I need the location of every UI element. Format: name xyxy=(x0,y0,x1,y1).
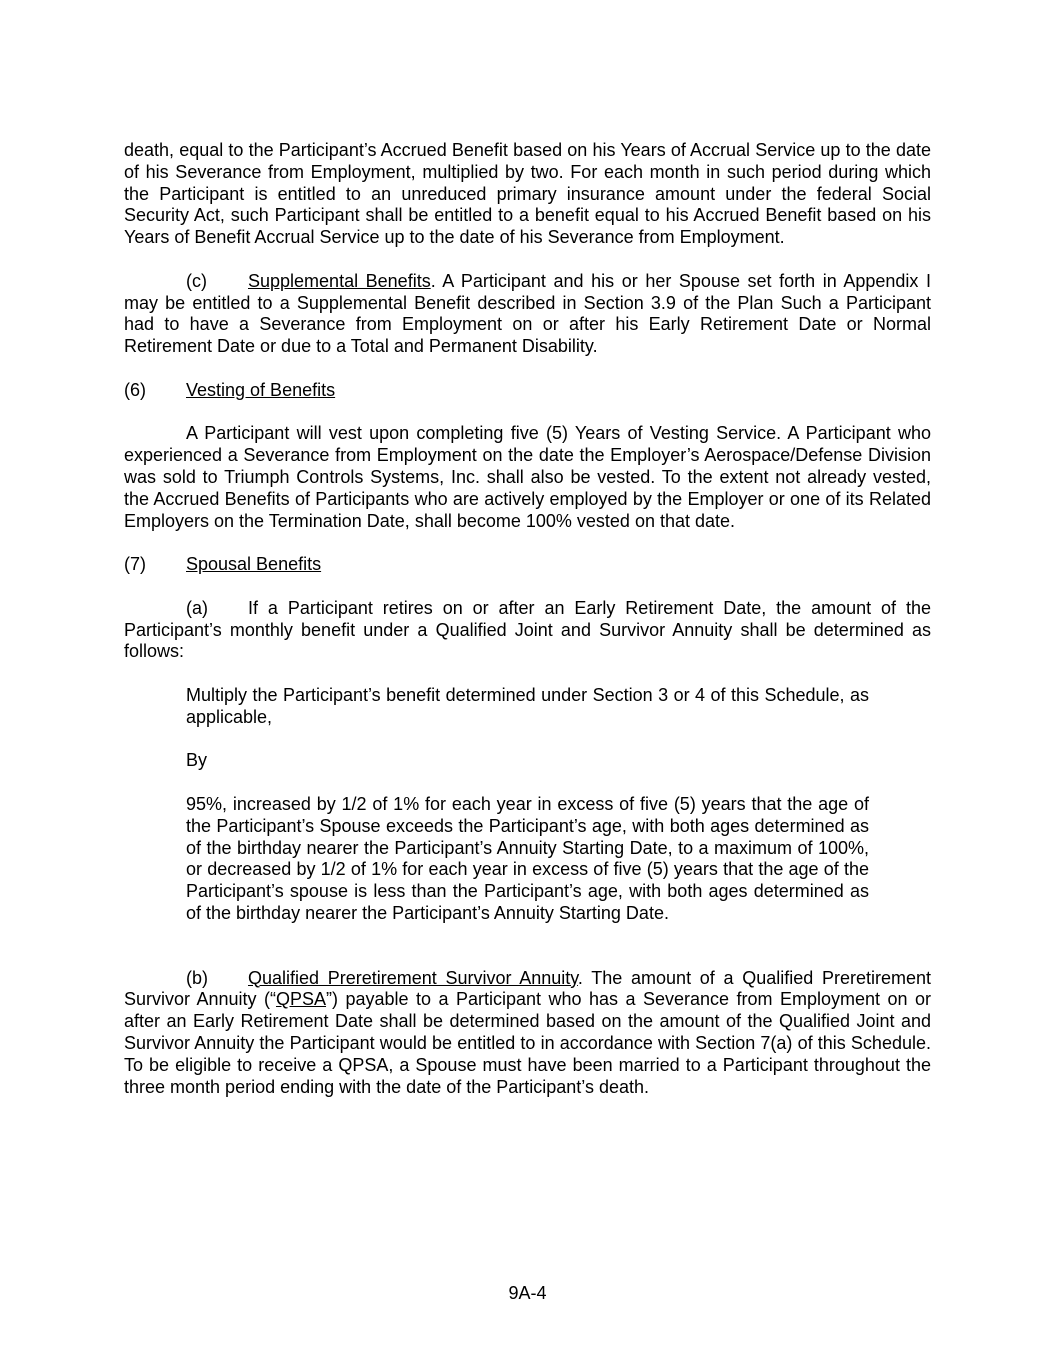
block-percentage-formula: 95%, increased by 1/2 of 1% for each year in excess of five (5) years that the age of the Participant’s Spouse exceeds the Participant’s age, with both ages determined as of the birthday nearer the Participant’s Annuity Starting Date, to a maximum of 100%, or decreased by 1/2 of 1% for each year in excess of five (5) years that the age of the Participant’s spouse is less than the Participant’s age, with both ages determined as of the birthday nearer the Participant’s Annuity Starting Date. xyxy=(186,793,869,923)
section-7b-text-1: . The amount of a Qualified Preretirement Survivor Annuity (“ xyxy=(124,967,931,1010)
block-by: By xyxy=(186,750,208,771)
section-c-label: (c) xyxy=(186,270,207,291)
block-multiply: Multiply the Participant’s benefit determined under Section 3 or 4 of this Schedule, as applicable, xyxy=(186,684,869,727)
heading-vesting-of-benefits xyxy=(124,380,931,402)
paragraph-supplemental-benefits xyxy=(124,271,931,358)
document-body xyxy=(124,140,931,1098)
heading-spousal-benefits xyxy=(124,554,931,576)
section-c-title: Supplemental Benefits xyxy=(248,270,431,291)
paragraph-7a xyxy=(124,598,931,663)
page-number: 9A-4 xyxy=(508,1283,547,1303)
section-6-label: (6) xyxy=(124,379,146,400)
paragraph-death-benefit: death, equal to the Participant’s Accrued Benefit based on his Years of Accrual Service up to the date of his Severance from Employment, multiplied by two. For each month in such period during which the Participant is entitled to an unreduced primary insurance amount under the federal Social Security Act, such Participant shall be entitled to a benefit equal to his Accrued Benefit based on his Years of Benefit Accrual Service up to the date of his Severance from Employment. xyxy=(124,140,931,248)
section-7b-text-2: ”) payable to a Participant who has a Severance from Employment on or after an Early Retirement Date shall be determined based on the amount of the Qualified Joint and Survivor Annuity the Participant would be entitled to in accordance with Section 7(a) of this Schedule. To be eligible to receive a QPSA, a Spouse must have been married to a Participant throughout the three month period ending with the date of the Participant’s death. xyxy=(124,989,931,1097)
section-7b-label: (b) xyxy=(186,967,208,988)
section-7a-text: If a Participant retires on or after an Early Retirement Date, the amount of the Participant’s monthly benefit under a Qualified Joint and Survivor Annuity shall be determined as follows: xyxy=(124,597,931,662)
section-7-title: Spousal Benefits xyxy=(186,554,322,575)
paragraph-vesting: A Participant will vest upon completing five (5) Years of Vesting Service. A Participant who experienced a Severance from Employment on the date the Employer’s Aerospace/Defense Division was sold to Triumph Controls Systems, Inc. shall also be vested. To the extent not already vested, the Accrued Benefits of Participants who are actively employed by the Employer or one of its Related Employers on the Termination Date, shall become 100% vested on that date. xyxy=(124,423,931,531)
section-7b-qpsa-term: QPSA xyxy=(276,989,327,1010)
section-7a-label: (a) xyxy=(186,597,208,618)
section-6-title: Vesting of Benefits xyxy=(186,379,336,400)
paragraph-7b-qpsa xyxy=(124,968,931,1099)
section-7-label: (7) xyxy=(124,554,146,575)
section-c-text: . A Participant and his or her Spouse set forth in Appendix I may be entitled to a Supplemental Benefit described in Section 3.9 of the Plan Such a Participant had to have a Severance from Employment on or after his Early Retirement Date or Normal Retirement Date or due to a Total and Permanent Disability. xyxy=(124,270,931,357)
section-7b-title: Qualified Preretirement Survivor Annuity xyxy=(248,967,578,988)
